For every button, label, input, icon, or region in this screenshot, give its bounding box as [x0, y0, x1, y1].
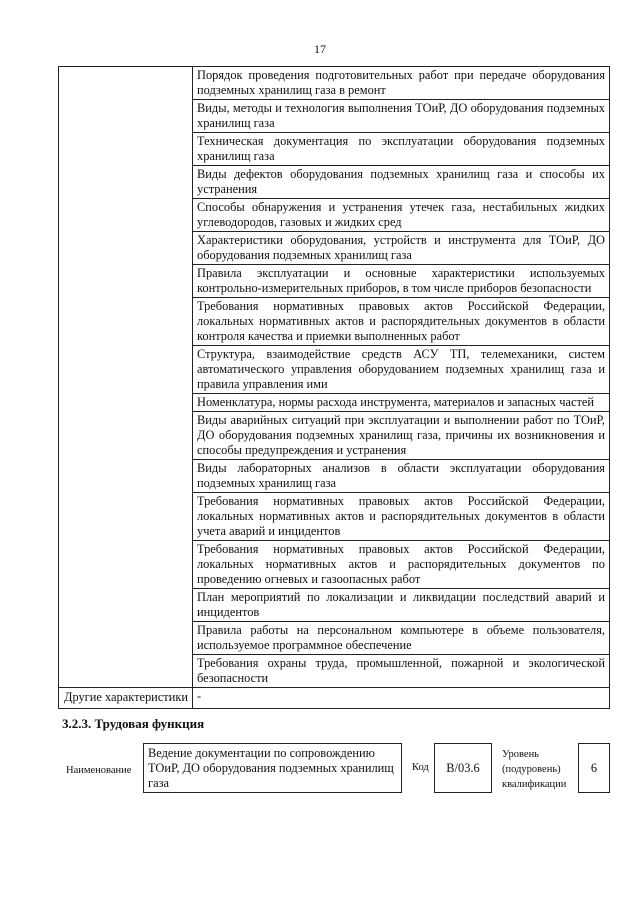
- knowledge-item: Способы обнаружения и устранения утечек газа, нестабильных жидких углеводородов, газовых и жидких сред: [193, 199, 610, 232]
- knowledge-item: Правила эксплуатации и основные характеристики используемых контрольно-измерительных приборов, в том числе приборов безопасности: [193, 265, 610, 298]
- knowledge-item: Требования нормативных правовых актов Российской Федерации, локальных нормативных актов и распорядительных документов в области контроля качества и приемки выполненных работ: [193, 298, 610, 346]
- knowledge-item: Требования охраны труда, промышленной, пожарной и экологической безопасности: [193, 655, 610, 688]
- section-heading: 3.2.3. Трудовая функция: [62, 716, 205, 731]
- table-row: [59, 688, 610, 709]
- knowledge-item: Техническая документация по эксплуатации оборудования подземных хранилищ газа: [193, 133, 610, 166]
- empty-label-cell: [59, 67, 193, 688]
- labor-function-name: Ведение документации по сопровождению ТОиР, ДО оборудования подземных хранилищ газа: [143, 743, 402, 793]
- knowledge-item: Номенклатура, нормы расхода инструмента, материалов и запасных частей: [193, 394, 610, 412]
- page-number: 17: [314, 42, 326, 56]
- other-characteristics-label: Другие характеристики: [59, 688, 193, 709]
- knowledge-item: Требования нормативных правовых актов Российской Федерации, локальных нормативных актов и распорядительных документов по проведению огневых и газоопасных работ: [193, 541, 610, 589]
- knowledge-item: План мероприятий по локализации и ликвидации последствий аварий и инцидентов: [193, 589, 610, 622]
- table-row: [59, 67, 610, 100]
- knowledge-item: Структура, взаимодействие средств АСУ ТП, телемеханики, систем автоматического управления оборудованием подземных хранилищ газа и правила управления ими: [193, 346, 610, 394]
- code-label: Код: [412, 762, 429, 773]
- knowledge-table: [58, 66, 610, 709]
- knowledge-item: Правила работы на персональном компьютере в объеме пользователя, используемое программное обеспечение: [193, 622, 610, 655]
- qualification-level-value: 6: [578, 743, 610, 793]
- knowledge-item: Виды лабораторных анализов в области эксплуатации оборудования подземных хранилищ газа: [193, 460, 610, 493]
- labor-function-code: B/03.6: [434, 743, 492, 793]
- knowledge-item: Виды аварийных ситуаций при эксплуатации и выполнении работ по ТОиР, ДО оборудования подземных хранилищ газа, причины их возникновения и способы предупреждения и устранения: [193, 412, 610, 460]
- name-label: Наименование: [66, 765, 132, 776]
- knowledge-item: Характеристики оборудования, устройств и инструмента для ТОиР, ДО оборудования подземных хранилищ газа: [193, 232, 610, 265]
- qualification-level-label: Уровень (подуровень) квалификации: [502, 749, 567, 790]
- knowledge-item: Виды, методы и технология выполнения ТОиР, ДО оборудования подземных хранилищ газа: [193, 100, 610, 133]
- other-characteristics-value: -: [193, 688, 610, 709]
- knowledge-item: Порядок проведения подготовительных работ при передаче оборудования подземных хранилищ газа в ремонт: [193, 67, 610, 100]
- knowledge-item: Требования нормативных правовых актов Российской Федерации, локальных нормативных актов и распорядительных документов в области учета аварий и инцидентов: [193, 493, 610, 541]
- knowledge-item: Виды дефектов оборудования подземных хранилищ газа и способы их устранения: [193, 166, 610, 199]
